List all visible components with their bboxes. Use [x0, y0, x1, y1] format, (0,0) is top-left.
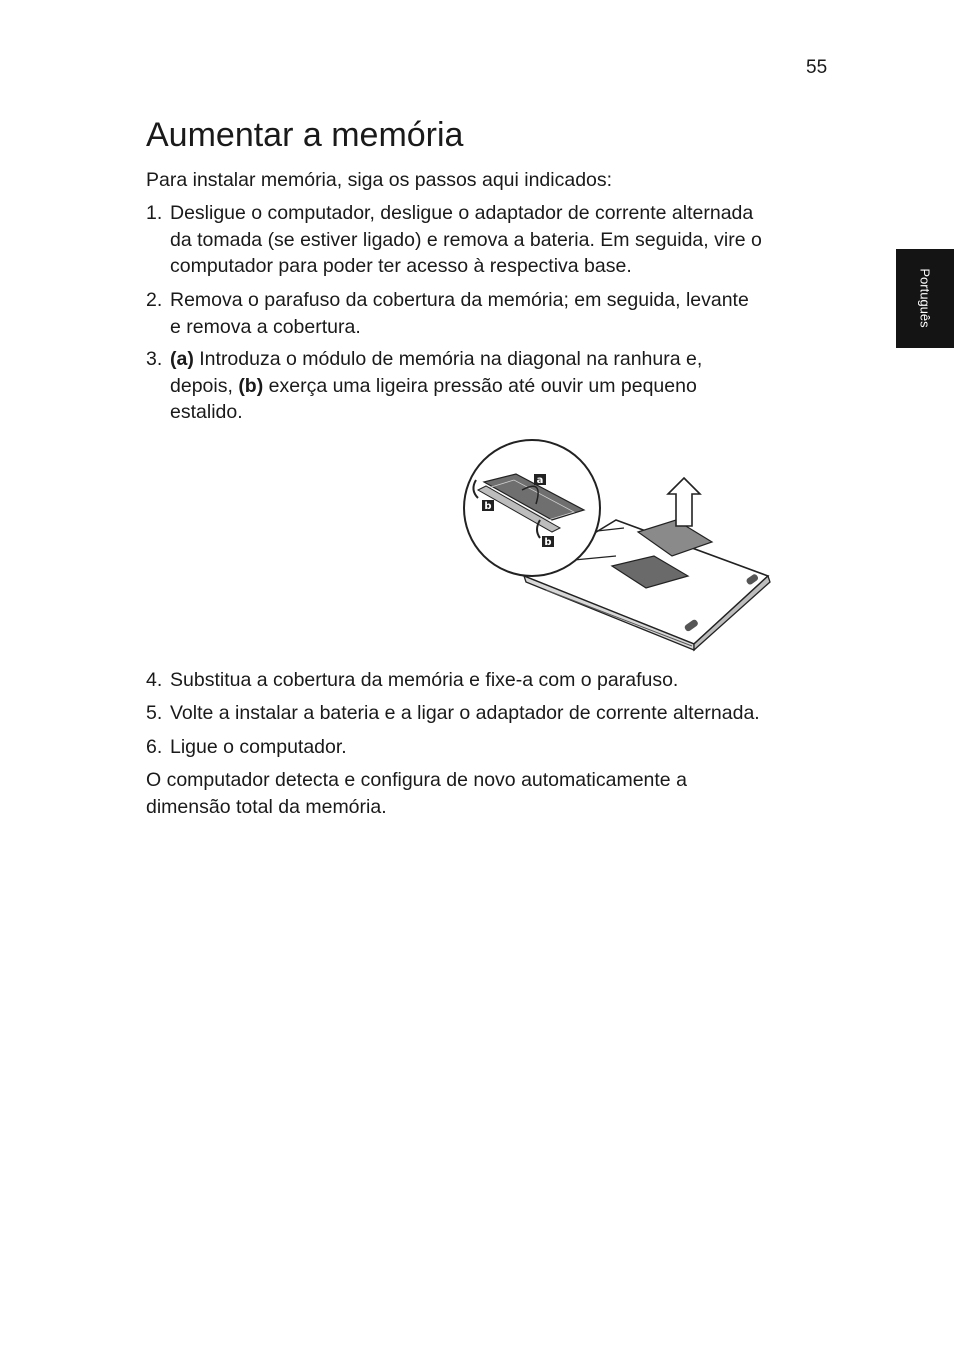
step-3-line-3: estalido.: [170, 401, 243, 423]
step-6-number: 6.: [146, 736, 163, 758]
intro-text: Para instalar memória, siga os passos aqui indicados:: [146, 169, 613, 191]
step-3-label-a: (a): [170, 348, 194, 370]
step-2-number: 2.: [146, 289, 163, 311]
step-5-line-1: Volte a instalar a bateria e a ligar o adaptador de corrente alternada.: [170, 702, 760, 724]
step-1-line-3: computador para poder ter acesso à respectiva base.: [170, 255, 632, 277]
label-b-right-text: b: [544, 537, 552, 548]
memory-installation-illustration: [456, 432, 776, 654]
label-b-left-text: b: [484, 501, 492, 512]
page-number: 55: [806, 57, 828, 78]
step-3-line-1: [170, 346, 850, 373]
step-1-number: 1.: [146, 202, 163, 224]
step-1-line-1: Desligue o computador, desligue o adaptador de corrente alternada: [170, 202, 754, 224]
closing-line-2: dimensão total da memória.: [146, 796, 387, 818]
language-tab-label: Português: [917, 268, 933, 328]
step-2-line-2: e remova a cobertura.: [170, 315, 361, 338]
step-4-line-1: Substitua a cobertura da memória e fixe-a com o parafuso.: [170, 669, 679, 691]
step-3-line-2-text: exerça uma ligeira pressão até ouvir um pequeno: [263, 374, 697, 397]
step-4-number: 4.: [146, 669, 163, 691]
step-3-number: 3.: [146, 348, 163, 370]
language-tab: [896, 249, 954, 348]
step-3-line-2: [170, 373, 850, 400]
step-5-number: 5.: [146, 702, 163, 724]
step-6-line-1: Ligue o computador.: [170, 736, 347, 758]
closing-line-1: O computador detecta e configura de novo automaticamente a: [146, 769, 687, 791]
step-3-label-b: (b): [238, 374, 264, 397]
label-a-text: a: [536, 475, 544, 486]
step-1-line-2: da tomada (se estiver ligado) e remova a bateria. Em seguida, vire o: [170, 228, 762, 251]
step-3-line-1-text: Introduza o módulo de memória na diagonal na ranhura e,: [193, 348, 703, 370]
step-2-line-1: Remova o parafuso da cobertura da memória; em seguida, levante: [170, 289, 749, 311]
step-3-line-2-pre: depois,: [170, 374, 239, 397]
page-title: Aumentar a memória: [146, 116, 464, 154]
